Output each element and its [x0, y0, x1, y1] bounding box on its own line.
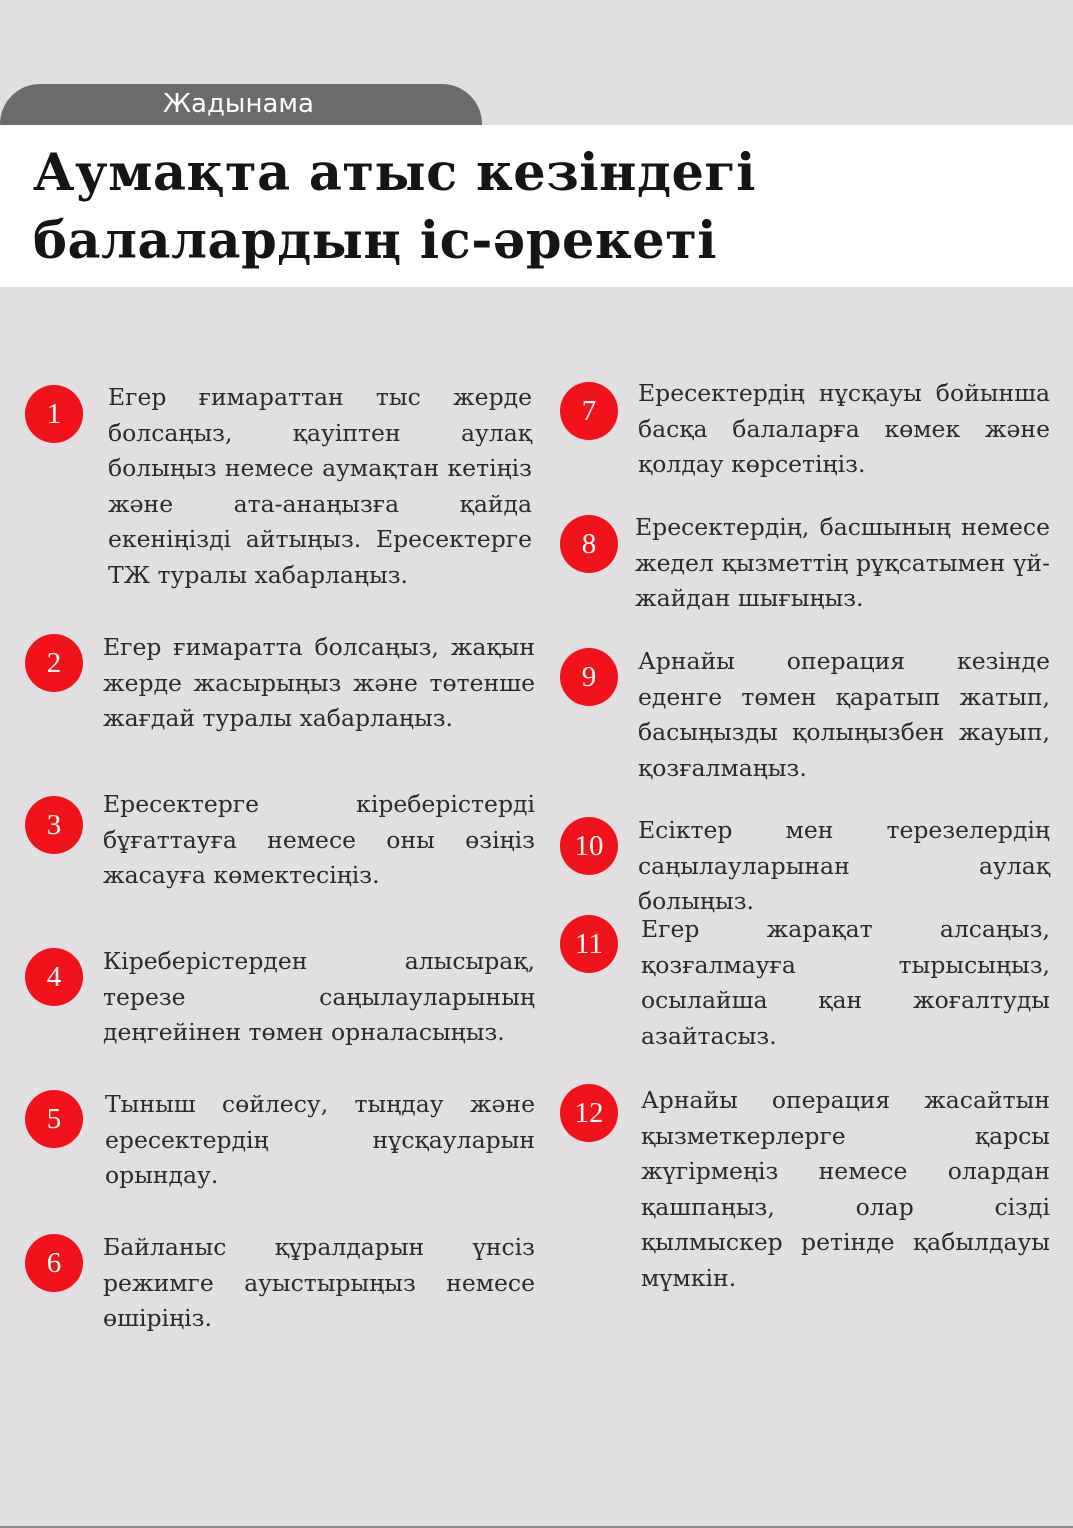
step-text-2: Егер ғимаратта болсаңыз, жақын жерде жасырыңыз және төтенше жағдай туралы хабарлаңыз.: [103, 633, 535, 732]
step-badge-12: 12: [560, 1084, 618, 1142]
step-badge-7: 7: [560, 382, 618, 440]
step-badge-10: 10: [560, 817, 618, 875]
step-text-9: Арнайы операция кезінде еденге төмен қаратып жатып, басыңызды қолыңызбен жауып, қозғалмаңыз.: [638, 647, 1050, 782]
step-badge-8: 8: [560, 515, 618, 573]
step-badge-1: 1: [25, 385, 83, 443]
title-line-2: балалардың іс-әрекеті: [33, 211, 718, 271]
step-text-11: Егер жарақат алсаңыз, қозғалмауға тырысыңыз, осылайша қан жоғалтуды азайтасыз.: [641, 915, 1050, 1050]
step-text-5: Тыныш сөйлесу, тыңдау және ересектердің нұсқауларын орындау.: [105, 1090, 535, 1189]
step-text-3: Ересектерге кіреберістерді бұғаттауға немесе оны өзіңіз жасауға көмектесіңіз.: [103, 790, 535, 889]
step-text-8: Ересектердің, басшының немесе жедел қызметтің рұқсатымен үй-жайдан шығыңыз.: [635, 513, 1050, 612]
step-badge-5: 5: [25, 1090, 83, 1148]
step-text-6: Байланыс құралдарын үнсіз режимге ауыстырыңыз немесе өшіріңіз.: [103, 1233, 535, 1332]
step-badge-11: 11: [560, 915, 618, 973]
page-title: [33, 139, 756, 275]
step-badge-9: 9: [560, 648, 618, 706]
title-line-1: Аумақта атыс кезіндегі: [33, 143, 757, 203]
step-text-7: Ересектердің нұсқауы бойынша басқа балаларға көмек және қолдау көрсетіңіз.: [638, 379, 1050, 478]
step-text-12: Арнайы операция жасайтын қызметкерлерге қарсы жүгірмеңіз немесе олардан қашпаңыз, олар сізді қылмыскер ретінде қабылдауы мүмкін.: [641, 1086, 1050, 1292]
step-badge-6: 6: [25, 1234, 83, 1292]
step-badge-4: 4: [25, 948, 83, 1006]
step-text-10: Есіктер мен терезелердің саңылауларынан аулақ болыңыз.: [638, 816, 1050, 915]
step-badge-3: 3: [25, 796, 83, 854]
step-badge-2: 2: [25, 634, 83, 692]
step-text-1: Егер ғимараттан тыс жерде болсаңыз, қауіптен аулақ болыңыз немесе аумақтан кетіңіз және ата-анаңызға қайда екеніңізді айтыңыз. Ересектерге ТЖ туралы хабарлаңыз.: [108, 383, 532, 589]
memo-tag: Жадынама: [0, 84, 482, 125]
step-text-4: Кіреберістерден алысырақ, терезе саңылауларының деңгейінен төмен орналасыңыз.: [103, 947, 535, 1046]
